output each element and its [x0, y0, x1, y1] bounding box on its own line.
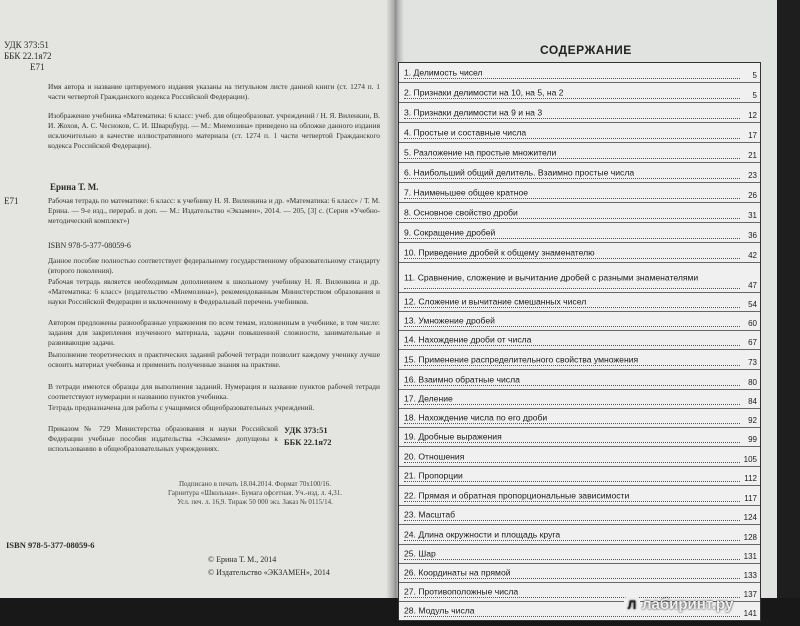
- toc-item: [399, 63, 760, 82]
- toc-item-page: 117: [744, 494, 757, 503]
- toc-item-title: 16. Взаимно обратные числа: [404, 374, 520, 384]
- toc-leader-dots: [404, 98, 740, 99]
- toc-item-title: 12. Сложение и вычитание смешанных чисел: [404, 296, 587, 307]
- toc-leader-dots: [404, 158, 740, 159]
- toc-item: [399, 292, 760, 311]
- imprint-line: Гарнитура «Школьная». Бумага офсетная. Уч.-изд. л. 4,31.: [167, 489, 342, 497]
- toc-item: [399, 466, 760, 485]
- bbk-line: ББК 22.1я72: [4, 51, 52, 61]
- imprint-line: Усл. печ. л. 16,9. Тираж 50 000 экз. Заказ № 0115/14.: [177, 498, 333, 506]
- toc-item: [399, 242, 760, 262]
- toc-item-page: 128: [743, 533, 757, 542]
- code-line: Е71: [30, 62, 45, 72]
- toc-leader-dots: [404, 540, 740, 541]
- toc-item: [399, 122, 760, 142]
- toc-leader-dots: [404, 238, 740, 239]
- udk-bottom: [284, 424, 332, 448]
- toc-item-page: 36: [748, 231, 757, 240]
- citation-paragraph: Имя автора и название цитируемого издания указаны на титульном листе данной книги (ст. 1274 п. 1 части четвертой Гражданского кодекса Российской Федерации).: [48, 82, 380, 101]
- toc-item-title: 4. Простые и составные числа: [404, 127, 527, 137]
- toc-item-page: 80: [748, 378, 757, 387]
- bbk-bottom-line: ББК 22.1я72: [284, 437, 332, 447]
- toc-item-page: 92: [748, 416, 757, 425]
- exercises-paragraph: Автором предложены разнообразные упражнения по всем темам, изложенным в учебнике, в том числе: задания для закрепления изученного материала, задачи повышенной сложности, занимательные и развивающие задачи.: [48, 318, 380, 347]
- toc-item: [399, 544, 760, 563]
- copyright-author: © Ерина Т. М., 2014: [208, 555, 277, 564]
- toc-item: [399, 82, 760, 102]
- toc-item: [399, 222, 760, 242]
- author-code: Е71: [4, 196, 19, 206]
- toc-item-title: 23. Масштаб: [404, 509, 456, 520]
- toc-item-page: 23: [748, 171, 757, 180]
- toc-item-title: 24. Длина окружности и площадь круга: [404, 529, 561, 539]
- toc-item: [399, 182, 760, 202]
- toc-item-title: 20. Отношения: [404, 451, 465, 461]
- toc-item-page: 42: [748, 251, 757, 260]
- toc-item-title: 18. Нахождение числа по его дроби: [404, 412, 548, 423]
- toc-leader-dots: [404, 258, 740, 259]
- toc-item-title: 26. Координаты на прямой: [404, 567, 511, 578]
- toc-item-page: 17: [748, 131, 757, 140]
- toc-item-page: 84: [748, 397, 757, 406]
- toc-item-title: 10. Приведение дробей к общему знаменателю: [404, 247, 595, 257]
- toc-item-page: 99: [748, 435, 757, 444]
- toc-item-title: 6. Наибольший общий делитель. Взаимно простые числа: [404, 167, 635, 177]
- toc-item-page: 21: [748, 151, 757, 160]
- toc-leader-dots: [404, 118, 740, 119]
- watermark: [624, 596, 733, 613]
- toc-item-page: 73: [748, 358, 757, 367]
- toc-item-page: 133: [743, 571, 757, 580]
- watermark-logo-icon: Л: [624, 597, 640, 613]
- toc-leader-dots: [404, 138, 740, 139]
- toc-item: [399, 369, 760, 389]
- toc-item-page: 5: [752, 71, 757, 80]
- toc-item: [399, 485, 760, 505]
- toc-item-page: 60: [748, 319, 757, 328]
- toc-item-title: 22. Прямая и обратная пропорциональные зависимости: [404, 490, 630, 500]
- toc-item-title: 7. Наименьшее общее кратное: [404, 187, 529, 197]
- toc-leader-dots: [404, 78, 740, 79]
- audience-paragraph: Тетрадь предназначена для работы с учащимися общеобразовательных учреждений.: [48, 403, 315, 412]
- toc-leader-dots: [404, 218, 740, 219]
- toc-item: [399, 142, 760, 162]
- toc-item-title: 13. Умножение дробей: [404, 315, 495, 326]
- toc-leader-dots: [404, 462, 740, 463]
- author-name: Ерина Т. М.: [50, 182, 99, 192]
- fgos-paragraph: Данное пособие полностью соответствует федеральному государственному образовательному стандарту (второго поколения).: [48, 256, 380, 275]
- toc-item: [399, 330, 760, 349]
- author-line: [4, 182, 99, 206]
- toc-leader-dots: [404, 365, 740, 366]
- toc-item: [399, 262, 760, 292]
- toc-item-title: 27. Противоположные числа: [404, 586, 519, 597]
- toc-item-page: 124: [743, 513, 757, 522]
- practice-paragraph: Выполнение теоретических и практических заданий рабочей тетради позволит каждому ученику лучше освоить материал учебника и применить полученные знания на практике.: [48, 350, 380, 369]
- samples-paragraph: В тетради имеются образцы для выполнения заданий. Нумерация и название пунктов рабочей тетради соответствуют нумерации и названию пунктов учебника.: [48, 382, 380, 401]
- toc-item-title: 5. Разложение на простые множители: [404, 147, 557, 157]
- toc-item-title: 15. Применение распределительного свойства умножения: [404, 354, 639, 364]
- toc-item: [399, 408, 760, 427]
- toc-item-page: 141: [743, 609, 757, 618]
- toc-item-page: 67: [748, 338, 757, 347]
- toc-item-title: 14. Нахождение дроби от числа: [404, 334, 532, 345]
- cover-image-paragraph: Изображение учебника «Математика: 6 класс: учеб. для общеобразоват. учреждений / Н. Я. Виленкин, В. И. Жохов, А. С. Чесноков, С. И. Шварцбурд. — М.: Мнемозина» приведено на обложке данного издания исключительно в качестве иллюстративного материала (ст. 1274 п. 1 части четвертой Гражданского кодекса Российской Федерации).: [48, 111, 380, 150]
- toc-item-title: 17. Деление: [404, 393, 453, 404]
- toc-item: [399, 427, 760, 446]
- toc-leader-dots: [404, 178, 740, 179]
- toc-item-page: 112: [744, 474, 757, 483]
- toc-item-title: 2. Признаки делимости на 10, на 5, на 2: [404, 87, 564, 97]
- toc-item-page: 26: [748, 191, 757, 200]
- toc-item-title: 8. Основное свойство дроби: [404, 207, 518, 217]
- toc-item-page: 5: [752, 91, 757, 100]
- toc-item: [399, 349, 760, 369]
- udk-line: УДК 373:51: [4, 40, 49, 50]
- toc-item: [399, 162, 760, 182]
- bibliography-paragraph: Рабочая тетрадь по математике: 6 класс: к учебнику Н. Я. Виленкина и др. «Математика: 6 класс» / Т. М. Ерина. — 9-е изд., перераб. и доп. — М.: Издательство «Экзамен», 2014. — 205, [3] с. (Серия «Учебно-методический комплект»): [48, 196, 380, 225]
- watermark-text: лабиринт.ру: [642, 596, 734, 613]
- toc-item: [399, 524, 760, 544]
- toc-title: СОДЕРЖАНИЕ: [540, 43, 632, 57]
- toc-item: [399, 563, 760, 582]
- toc-item-title: 28. Модуль числа: [404, 605, 475, 616]
- toc-item: [399, 446, 760, 466]
- toc-item-title: 19. Дробные выражения: [404, 431, 502, 442]
- toc-item-title: 25. Шар: [404, 548, 436, 559]
- toc-item-title: 9. Сокращение дробей: [404, 227, 496, 237]
- supplement-paragraph: Рабочая тетрадь является необходимым дополнением к школьному учебнику Н. Я. Виленкина и др. «Математика: 6 класс» (издательство «Мнемозина»), рекомендованным Министерством образования и науки Российской Федерации и включенному в Федеральный перечень учебников.: [48, 277, 380, 306]
- toc-item-page: 137: [743, 590, 757, 599]
- toc-item-page: 131: [743, 552, 757, 561]
- toc-item-page: 12: [748, 111, 757, 120]
- udk-bottom-line: УДК 373:51: [284, 425, 328, 435]
- table-of-contents: [398, 62, 761, 621]
- toc-item-title: 21. Пропорции: [404, 470, 463, 481]
- toc-item: [399, 202, 760, 222]
- imprint: [130, 480, 380, 507]
- toc-item-page: 47: [748, 281, 757, 290]
- toc-leader-dots: [404, 288, 740, 289]
- toc-leader-dots: [404, 385, 740, 386]
- toc-item-title: 3. Признаки делимости на 9 и на 3: [404, 107, 543, 117]
- toc-item: [399, 311, 760, 330]
- imprint-line: Подписано в печать 18.04.2014. Формат 70х100/16.: [178, 480, 332, 488]
- isbn-bottom: ISBN 978-5-377-08059-6: [6, 540, 95, 550]
- toc-item-page: 54: [748, 300, 757, 309]
- toc-item: [399, 102, 760, 122]
- toc-item-page: 31: [748, 211, 757, 220]
- toc-item-title: 11. Сравнение, сложение и вычитание дробей с разными знаменателями: [404, 272, 699, 282]
- udk-block: [4, 40, 51, 73]
- toc-leader-dots: [404, 501, 740, 502]
- copyright-publisher: © Издательство «ЭКЗАМЕН», 2014: [208, 568, 330, 577]
- toc-item-title: 1. Делимость чисел: [404, 67, 483, 77]
- isbn-mid: ISBN 978-5-377-08059-6: [48, 241, 131, 250]
- toc-item: [399, 389, 760, 408]
- toc-item-page: 105: [743, 455, 757, 464]
- order-paragraph: Приказом № 729 Министерства образования и науки Российской Федерации учебные пособия издательства «Экзамен» допущены к использованию в общеобразовательных учреждениях.: [48, 424, 278, 453]
- toc-leader-dots: [404, 198, 740, 199]
- toc-item: [399, 505, 760, 524]
